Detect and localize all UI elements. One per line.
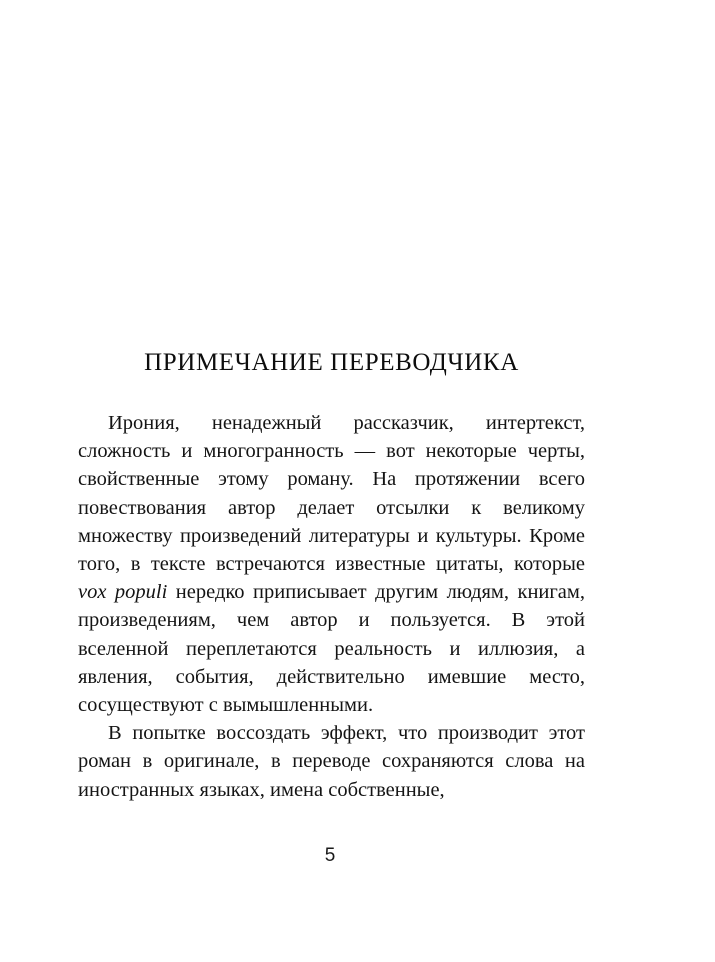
paragraph-1-lead: Ирония, ненадежный рассказчик, интертекст, сложность и многогранность — вот некоторые черты, свойственные этому роману. На протяжении всего повествования автор делает отсылки к великому множеству произведений литературы и культуры. Кроме того, в тексте встречаются известные цитаты, которые xyxy=(78,412,585,576)
page-number: 5 xyxy=(324,845,336,866)
paragraph-2: В попытке воссоздать эффект, что производит этот роман в оригинале, в переводе сохраняются слова на иностранных языках, имена собственные, xyxy=(78,722,585,801)
body-text xyxy=(78,409,585,804)
paragraph-1 xyxy=(78,409,585,719)
paragraph-1-tail: нередко приписывает другим людям, книгам, произведениям, чем автор и пользуется. В этой вселенной переплетаются реальность и иллюзия, а явления, события, действительно имевшие место, сосуществуют с вымышленными. xyxy=(78,581,586,717)
foreign-phrase-vox-populi: vox populi xyxy=(78,581,168,604)
text-block xyxy=(78,348,585,804)
page-title: ПРИМЕЧАНИЕ ПЕРЕВОДЧИКА xyxy=(144,349,519,376)
